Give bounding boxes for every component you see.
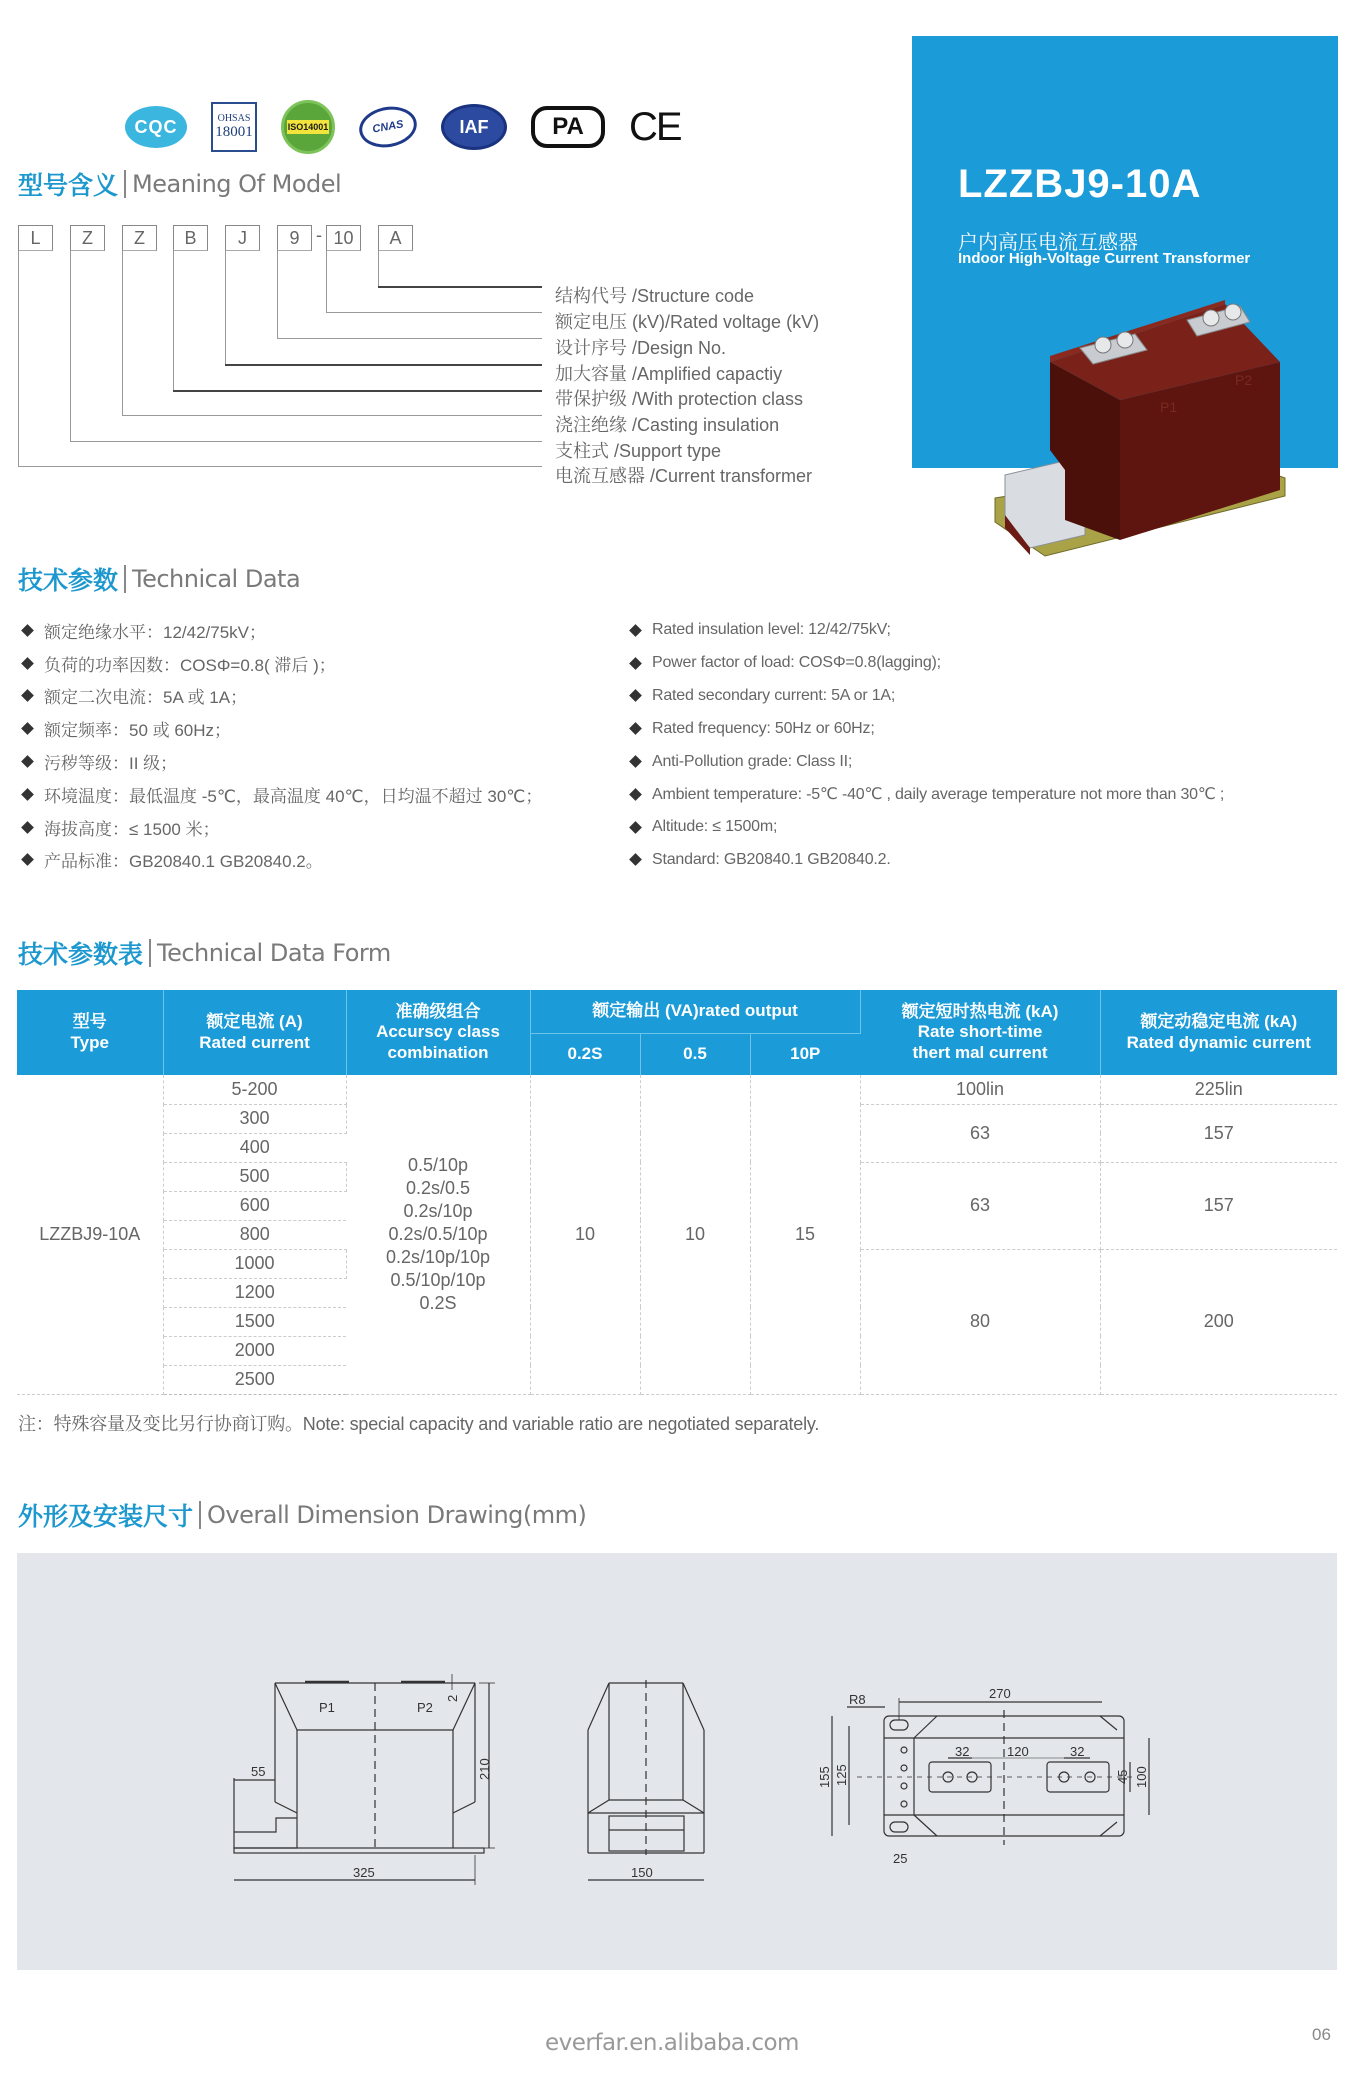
connector: [326, 251, 327, 312]
tech-item: Rated insulation level: 12/42/75kV;: [626, 614, 1224, 647]
heading-en: Meaning Of Model: [132, 170, 342, 198]
connector: [173, 251, 174, 390]
diamond-bullet-icon: [629, 821, 642, 834]
dim-32-right: 32: [1070, 1744, 1085, 1759]
connector: [70, 251, 71, 441]
connector: [122, 251, 123, 415]
header-thermal-current: 额定短时热电流 (kA) Rate short-time thert mal current: [860, 990, 1100, 1075]
header-output-10p: 10P: [750, 1033, 860, 1075]
cell-dynamic: 157: [1100, 1162, 1337, 1249]
dim-55: 55: [251, 1764, 266, 1779]
cell-rated-current: 1000: [163, 1249, 346, 1278]
diamond-bullet-icon: [21, 624, 34, 637]
tech-item: 产品标准：GB20840.1 GB20840.2。: [18, 844, 542, 877]
product-subtitle-en: Indoor High-Voltage Current Transformer: [958, 250, 1251, 267]
cnas-logo-icon: CNAS: [356, 102, 420, 151]
meaning-of-model-heading: [18, 166, 341, 202]
tech-item: 污秽等级：II 级；: [18, 745, 542, 778]
tech-item: Rated frequency: 50Hz or 60Hz;: [626, 712, 1224, 745]
diamond-bullet-icon: [629, 788, 642, 801]
cell-output-05: 10: [640, 1075, 750, 1394]
cell-thermal: 63: [860, 1104, 1100, 1162]
side-view: [588, 1680, 704, 1880]
label-support-type: 支柱式 /Support type: [555, 441, 722, 461]
connector: [70, 441, 542, 442]
header-accuracy: 准确级组合 Accurscy class combination: [346, 990, 530, 1075]
tech-item: 环境温度：最低温度 -5℃，最高温度 40℃，日均温不超过 30℃；: [18, 778, 542, 811]
cell-thermal: 63: [860, 1162, 1100, 1249]
label-casting-insulation: 浇注绝缘 /Casting insulation: [555, 415, 780, 435]
connector: [18, 251, 19, 466]
diamond-bullet-icon: [21, 755, 34, 768]
code-char-10: 10: [326, 225, 361, 251]
dim-210: 210: [477, 1758, 492, 1780]
label-amplified-capacity: 加大容量 /Amplified capactiy: [555, 364, 783, 384]
dim-45: 45: [1115, 1769, 1130, 1784]
label-p2: P2: [417, 1700, 433, 1715]
heading-divider: [149, 939, 151, 967]
technical-data-heading: [18, 561, 300, 597]
connector: [326, 312, 542, 313]
cell-dynamic: 200: [1100, 1249, 1337, 1394]
connector: [277, 251, 278, 338]
heading-divider: [199, 1501, 201, 1529]
terminal-label-p2: P2: [1235, 372, 1253, 388]
label-rated-voltage: 额定电压 (kV)/Rated voltage (kV): [555, 312, 820, 332]
heading-zh: 技术参数: [18, 567, 119, 595]
label-design-no: 设计序号 /Design No.: [555, 338, 727, 358]
diamond-bullet-icon: [21, 788, 34, 801]
technical-data-list-zh: [18, 614, 542, 876]
front-view: [234, 1674, 495, 1885]
connector: [225, 364, 542, 366]
connector: [378, 251, 379, 286]
product-image: [985, 300, 1325, 560]
label-current-transformer: 电流互感器 /Current transformer: [555, 466, 813, 486]
cell-rated-current: 400: [163, 1133, 346, 1162]
pa-logo-icon: PA: [531, 106, 605, 148]
cqc-logo-icon: CQC: [125, 106, 187, 148]
dim-2: 2: [445, 1694, 460, 1702]
cell-output-10p: 15: [750, 1075, 860, 1394]
dim-125: 125: [834, 1764, 849, 1786]
code-char-L: L: [18, 225, 53, 251]
product-model-title: LZZBJ9-10A: [958, 162, 1202, 206]
cell-rated-current: 800: [163, 1220, 346, 1249]
cell-rated-current: 2500: [163, 1365, 346, 1394]
header-output-02s: 0.2S: [530, 1033, 640, 1075]
ohsas-logo-icon: OHSAS 18001: [211, 102, 257, 152]
certification-logos: [125, 100, 681, 154]
cell-dynamic: 157: [1100, 1104, 1337, 1162]
page-number: 06: [1312, 2025, 1331, 2044]
tech-item: 海拔高度：≤ 1500 米；: [18, 811, 542, 844]
diamond-bullet-icon: [629, 657, 642, 670]
ce-logo-icon: CE: [629, 104, 681, 149]
dim-120: 120: [1007, 1744, 1029, 1759]
cell-rated-current: 300: [163, 1104, 346, 1133]
technical-data-table: [17, 990, 1337, 1395]
header-rated-output: 额定输出 (VA)rated output: [530, 990, 860, 1033]
tech-item: 额定绝缘水平：12/42/75kV；: [18, 614, 542, 647]
cell-rated-current: 600: [163, 1191, 346, 1220]
diamond-bullet-icon: [21, 657, 34, 670]
header-type: 型号 Type: [17, 990, 163, 1075]
terminal-label-p1: P1: [1160, 399, 1178, 415]
connector: [225, 251, 226, 364]
header-dynamic-current: 额定动稳定电流 (kA) Rated dynamic current: [1100, 990, 1337, 1075]
tech-item: 额定二次电流：5A 或 1A；: [18, 680, 542, 713]
dim-r8: R8: [849, 1692, 866, 1707]
diamond-bullet-icon: [629, 722, 642, 735]
header-output-05: 0.5: [640, 1033, 750, 1075]
cell-output-02s: 10: [530, 1075, 640, 1394]
header-rated-current: 额定电流 (A) Rated current: [163, 990, 346, 1075]
dim-32-left: 32: [955, 1744, 970, 1759]
tech-item: 额定频率：50 或 60Hz；: [18, 712, 542, 745]
code-char-J: J: [225, 225, 260, 251]
label-structure-code: 结构代号 /Structure code: [555, 286, 755, 306]
diamond-bullet-icon: [21, 821, 34, 834]
dimension-drawing-heading: [18, 1497, 586, 1533]
cell-dynamic: 225lin: [1100, 1075, 1337, 1104]
heading-en: Technical Data: [132, 565, 301, 593]
heading-divider: [124, 170, 126, 198]
code-dash: -: [316, 225, 322, 245]
heading-zh: 外形及安装尺寸: [18, 1503, 194, 1531]
cell-thermal: 80: [860, 1249, 1100, 1394]
dim-150: 150: [631, 1865, 653, 1880]
cell-thermal: 100lin: [860, 1075, 1100, 1104]
dim-25: 25: [893, 1851, 908, 1866]
diamond-bullet-icon: [629, 690, 642, 703]
code-char-Z1: Z: [70, 225, 105, 251]
connector: [18, 466, 542, 467]
heading-zh: 型号含义: [18, 172, 119, 200]
dim-325: 325: [353, 1865, 375, 1880]
cell-accuracy: 0.5/10p 0.2s/0.5 0.2s/10p 0.2s/0.5/10p 0.2s/10p/10p 0.5/10p/10p 0.2S: [346, 1075, 530, 1394]
dim-270: 270: [989, 1686, 1011, 1701]
cell-rated-current: 2000: [163, 1336, 346, 1365]
diamond-bullet-icon: [21, 690, 34, 703]
tech-item: Altitude: ≤ 1500m;: [626, 811, 1224, 844]
code-char-9: 9: [277, 225, 312, 251]
code-char-B: B: [173, 225, 208, 251]
product-subtitle-zh: 户内高压电流互感器: [958, 232, 1138, 254]
connector: [173, 390, 542, 392]
tech-item: Standard: GB20840.1 GB20840.2.: [626, 844, 1224, 877]
connector: [277, 338, 542, 339]
code-char-Z2: Z: [122, 225, 157, 251]
cell-rated-current: 1500: [163, 1307, 346, 1336]
diamond-bullet-icon: [21, 854, 34, 867]
iaf-logo-icon: IAF: [441, 104, 507, 150]
code-char-A: A: [378, 225, 413, 251]
tech-item: Ambient temperature: -5℃ -40℃ , daily average temperature not more than 30℃ ;: [626, 778, 1224, 811]
heading-zh: 技术参数表: [18, 941, 144, 969]
label-protection-class: 带保护级 /With protection class: [555, 389, 804, 409]
diamond-bullet-icon: [21, 722, 34, 735]
diamond-bullet-icon: [629, 755, 642, 768]
label-p1: P1: [319, 1700, 335, 1715]
cell-rated-current: 1200: [163, 1278, 346, 1307]
diamond-bullet-icon: [629, 624, 642, 637]
dim-100: 100: [1134, 1766, 1149, 1788]
table-note: 注：特殊容量及变比另行协商订购。Note: special capacity and variable ratio are negotiated separately.: [18, 1414, 820, 1434]
tech-item: Power factor of load: COSΦ=0.8(lagging);: [626, 647, 1224, 680]
cell-rated-current: 5-200: [163, 1075, 346, 1104]
connector: [378, 286, 542, 288]
tech-item: Rated secondary current: 5A or 1A;: [626, 680, 1224, 713]
tech-item: 负荷的功率因数：COSΦ=0.8( 滞后 )；: [18, 647, 542, 680]
dim-155: 155: [817, 1766, 832, 1788]
diamond-bullet-icon: [629, 854, 642, 867]
technical-data-form-heading: [18, 935, 391, 971]
heading-en: Overall Dimension Drawing(mm): [207, 1501, 587, 1529]
tech-item: Anti-Pollution grade: Class II;: [626, 745, 1224, 778]
heading-en: Technical Data Form: [157, 939, 391, 967]
footer-url[interactable]: everfar.en.alibaba.com: [545, 2030, 799, 2056]
dimension-drawing-area: [17, 1553, 1337, 1970]
cell-type: LZZBJ9-10A: [17, 1075, 163, 1394]
heading-divider: [124, 565, 126, 593]
cell-rated-current: 500: [163, 1162, 346, 1191]
iso14001-logo-icon: ISO14001: [281, 100, 335, 154]
bottom-view: [817, 1686, 1149, 1866]
technical-data-list-en: [626, 614, 1224, 876]
connector: [122, 415, 542, 416]
